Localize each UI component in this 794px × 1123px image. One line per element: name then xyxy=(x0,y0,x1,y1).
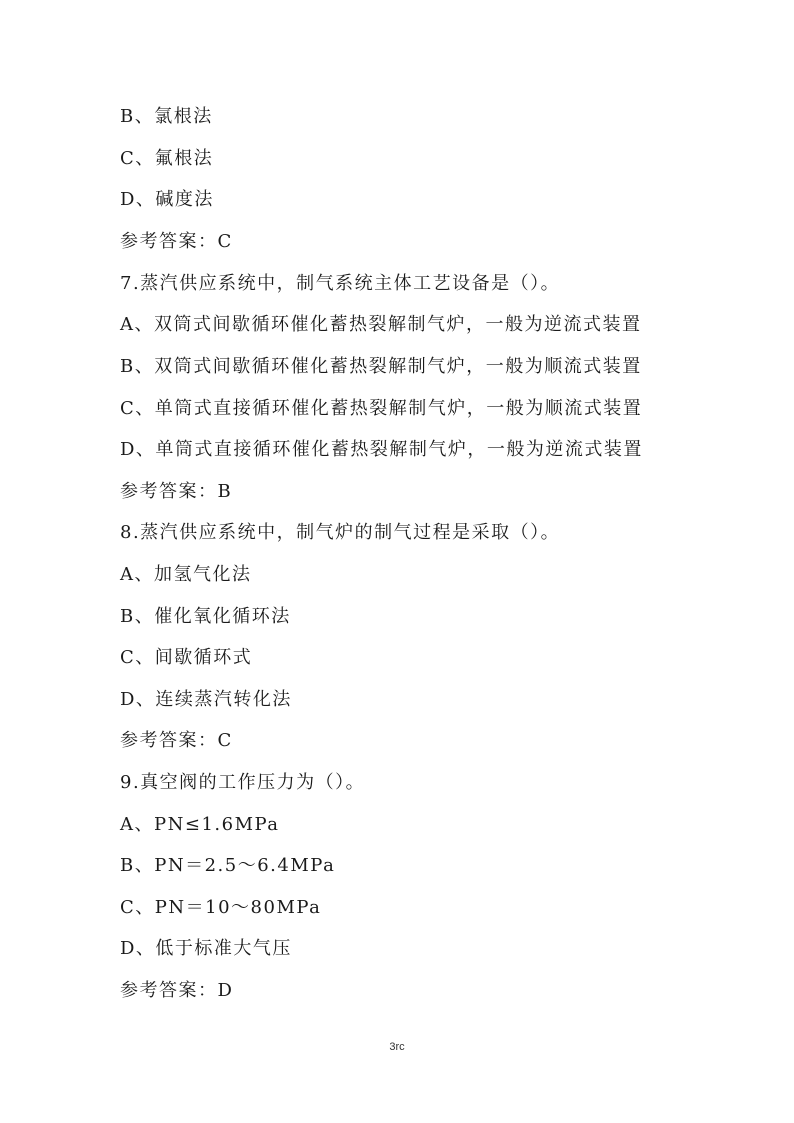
option-d-q6: D、碱度法 xyxy=(120,189,214,210)
option-c-q8: C、间歇循环式 xyxy=(120,647,253,668)
option-b-q6: B、氯根法 xyxy=(120,106,213,127)
option-a-q7: A、双筒式间歇循环催化蓄热裂解制气炉，一般为逆流式装置 xyxy=(120,314,642,335)
option-d-q8: D、连续蒸汽转化法 xyxy=(120,689,292,710)
answer-q8: 参考答案：C xyxy=(120,730,233,751)
option-c-q6: C、氟根法 xyxy=(120,148,214,169)
option-a-q8: A、加氢气化法 xyxy=(120,564,252,585)
option-b-q8: B、催化氧化循环法 xyxy=(120,606,291,627)
option-c-q7: C、单筒式直接循环催化蓄热裂解制气炉，一般为顺流式装置 xyxy=(120,398,643,419)
answer-q9: 参考答案：D xyxy=(120,980,234,1001)
question-8: 8.蒸汽供应系统中，制气炉的制气过程是采取（）。 xyxy=(120,522,561,543)
answer-q6: 参考答案：C xyxy=(120,231,233,252)
option-d-q9: D、低于标准大气压 xyxy=(120,938,292,959)
option-c-q9: C、PN＝10～80MPa xyxy=(120,897,322,918)
question-7: 7.蒸汽供应系统中，制气系统主体工艺设备是（）。 xyxy=(120,273,561,294)
option-d-q7: D、单筒式直接循环催化蓄热裂解制气炉，一般为逆流式装置 xyxy=(120,439,643,460)
option-b-q7: B、双筒式间歇循环催化蓄热裂解制气炉，一般为顺流式装置 xyxy=(120,356,642,377)
question-9: 9.真空阀的工作压力为（）。 xyxy=(120,772,366,793)
page-number: 3rc xyxy=(389,1041,405,1053)
option-a-q9: A、PN≤1.6MPa xyxy=(120,814,280,835)
answer-q7: 参考答案：B xyxy=(120,481,233,502)
option-b-q9: B、PN＝2.5～6.4MPa xyxy=(120,855,336,876)
